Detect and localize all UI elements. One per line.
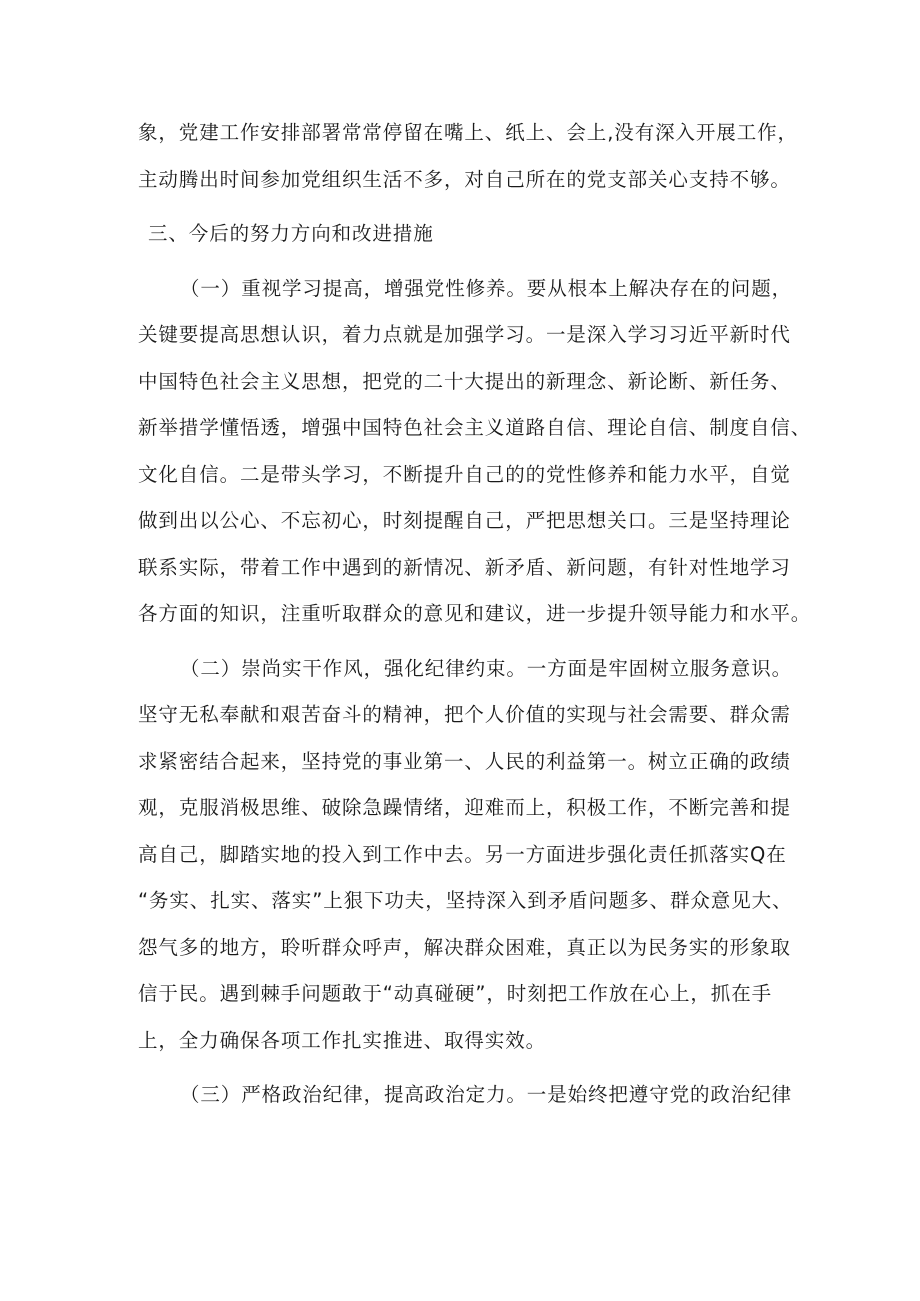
text-line: 坚守无私奉献和艰苦奋斗的精神，把个人价值的实现与社会需要、群众需 [138,703,791,726]
text-line: 各方面的知识，注重听取群众的意见和建议，进一步提升领导能力和水平。 [138,602,812,625]
text-line: 上，全力确保各项工作扎实推进、取得实效。 [138,1028,547,1052]
text-line: 象，党建工作安排部署常常停留在嘴上、纸上、会上,没有深入开展工作， [138,121,798,144]
text-line: 求紧密结合起来，坚持党的事业第一、人民的利益第一。树立正确的政绩 [138,749,791,773]
section-heading-text: 三、今后的努力方向和改进措施 [148,222,434,245]
text-line: 关键要提高思想认识，着力点就是加强学习。一是深入学习习近平新时代 [138,323,791,346]
paragraph-discipline [138,1072,798,1119]
paragraph-work-style [138,646,798,1065]
text-line: 做到出以公心、不忘初心，时刻提醒自己，严把思想关口。三是坚持理论 [138,509,791,532]
section-heading [138,211,798,258]
paragraph-study [138,266,812,638]
text-line: （二）崇尚实干作风，强化纪律约束。一方面是牢固树立服务意识。 [180,656,793,680]
paragraph-continuation [138,110,798,203]
text-line: 信于民。遇到棘手问题敢于“动真碰硬”，时刻把工作放在心上，抓在手 [138,982,773,1005]
text-line: 观，克服消极思维、破除急躁情绪，迎难而上，积极工作，不断完善和提 [138,796,791,819]
text-line: 联系实际，带着工作中遇到的新情况、新矛盾、新问题，有针对性地学习 [138,555,791,579]
text-line: 高自己，脚踏实地的投入到工作中去。另一方面进步强化责任抓落实Q在 [138,842,787,866]
text-line: 主动腾出时间参加党组织生活不多，对自己所在的党支部关心支持不够。 [138,167,791,191]
text-line: “务实、扎实、落实”上狠下功夫，坚持深入到矛盾问题多、群众意见大、 [138,889,793,912]
text-line: （三）严格政治纪律，提高政治定力。一是始终把遵守党的政治纪律 [180,1083,793,1106]
document-body [138,110,812,1119]
text-line: 文化自信。二是带头学习，不断提升自己的的党性修养和能力水平，自觉 [138,462,791,486]
text-line: 怨气多的地方，聆听群众呼声，解决群众困难，真正以为民务实的形象取 [138,935,791,959]
text-line: 新举措学懂悟透，增强中国特色社会主义道路自信、理论自信、制度自信、 [138,416,812,439]
text-line: （一）重视学习提高，增强党性修养。要从根本上解决存在的问题， [180,276,793,300]
text-line: 中国特色社会主义思想，把党的二十大提出的新理念、新论断、新任务、 [138,369,791,393]
